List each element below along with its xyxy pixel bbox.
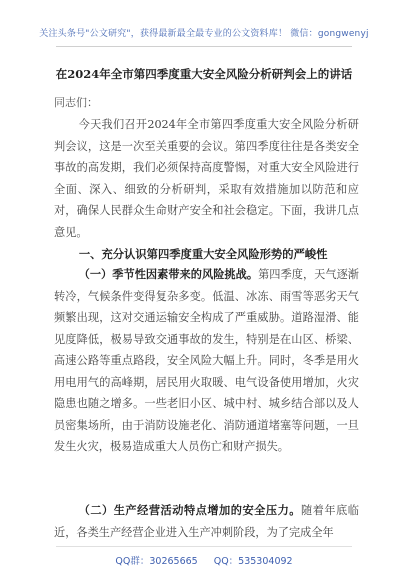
subsection-body-1: 第四季度，天气逐渐转冷，气候条件变得复杂多变。低温、冰冻、雨雪等恶劣天气频繁出现，这对交通运输安全构成了严重威胁。道路湿滑、能见度降低，极易导致交通事故的发生，特别是在山区、桥梁、高速公路等重点路段，安全风险大幅上升。同时，冬季是用火用电用气的高峰期，居民用火取暖、电气设备使用增加，火灾隐患也随之增多。一些老旧小区、城中村、城乡结合部以及人员密集场所，由于消防设施老化、消防通道堵塞等问题，一旦发生火灾，极易造成重大人员伤亡和财产损失。 bbox=[54, 268, 359, 453]
subsection-paragraph-1 bbox=[54, 264, 359, 458]
footer-contact bbox=[0, 553, 408, 567]
qq-group: QQ群：30265665 bbox=[115, 556, 198, 567]
subsection-heading-1: （一）季节性因素带来的风险挑战。 bbox=[78, 267, 259, 281]
salutation: 同志们： bbox=[54, 96, 98, 109]
subsection-paragraph-2 bbox=[54, 500, 359, 543]
section-heading-1: 一、充分认识第四季度重大安全风险形势的严峻性 bbox=[78, 247, 328, 261]
qq-number: QQ：535304092 bbox=[213, 556, 293, 567]
promo-banner: 关注头条号"公文研究"，获得最新最全最专业的公文资料库！ 微信：gongwenyj bbox=[39, 29, 369, 39]
footer-divider bbox=[56, 546, 352, 547]
banner-divider bbox=[56, 46, 352, 47]
subsection-body-2: 随着年底临近，各类生产经营企业进入生产冲刺阶段，为了完成全年 bbox=[54, 504, 359, 539]
document-title: 在2024年全市第四季度重大安全风险分析研判会上的讲话 bbox=[55, 67, 353, 81]
subsection-heading-2: （二）生产经营活动特点增加的安全压力。 bbox=[78, 503, 301, 517]
intro-paragraph: 今天我们召开2024年全市第四季度重大安全风险分析研判会议，这是一次至关重要的会议。第四季度往往是各类安全事故的高发期，我们必须保持高度警惕，对重大安全风险进行全面、深入、细致的分析研判，采取有效措施加以防范和应对，确保人民群众生命财产安全和社会稳定。下面，我讲几点意见。 bbox=[54, 118, 359, 239]
